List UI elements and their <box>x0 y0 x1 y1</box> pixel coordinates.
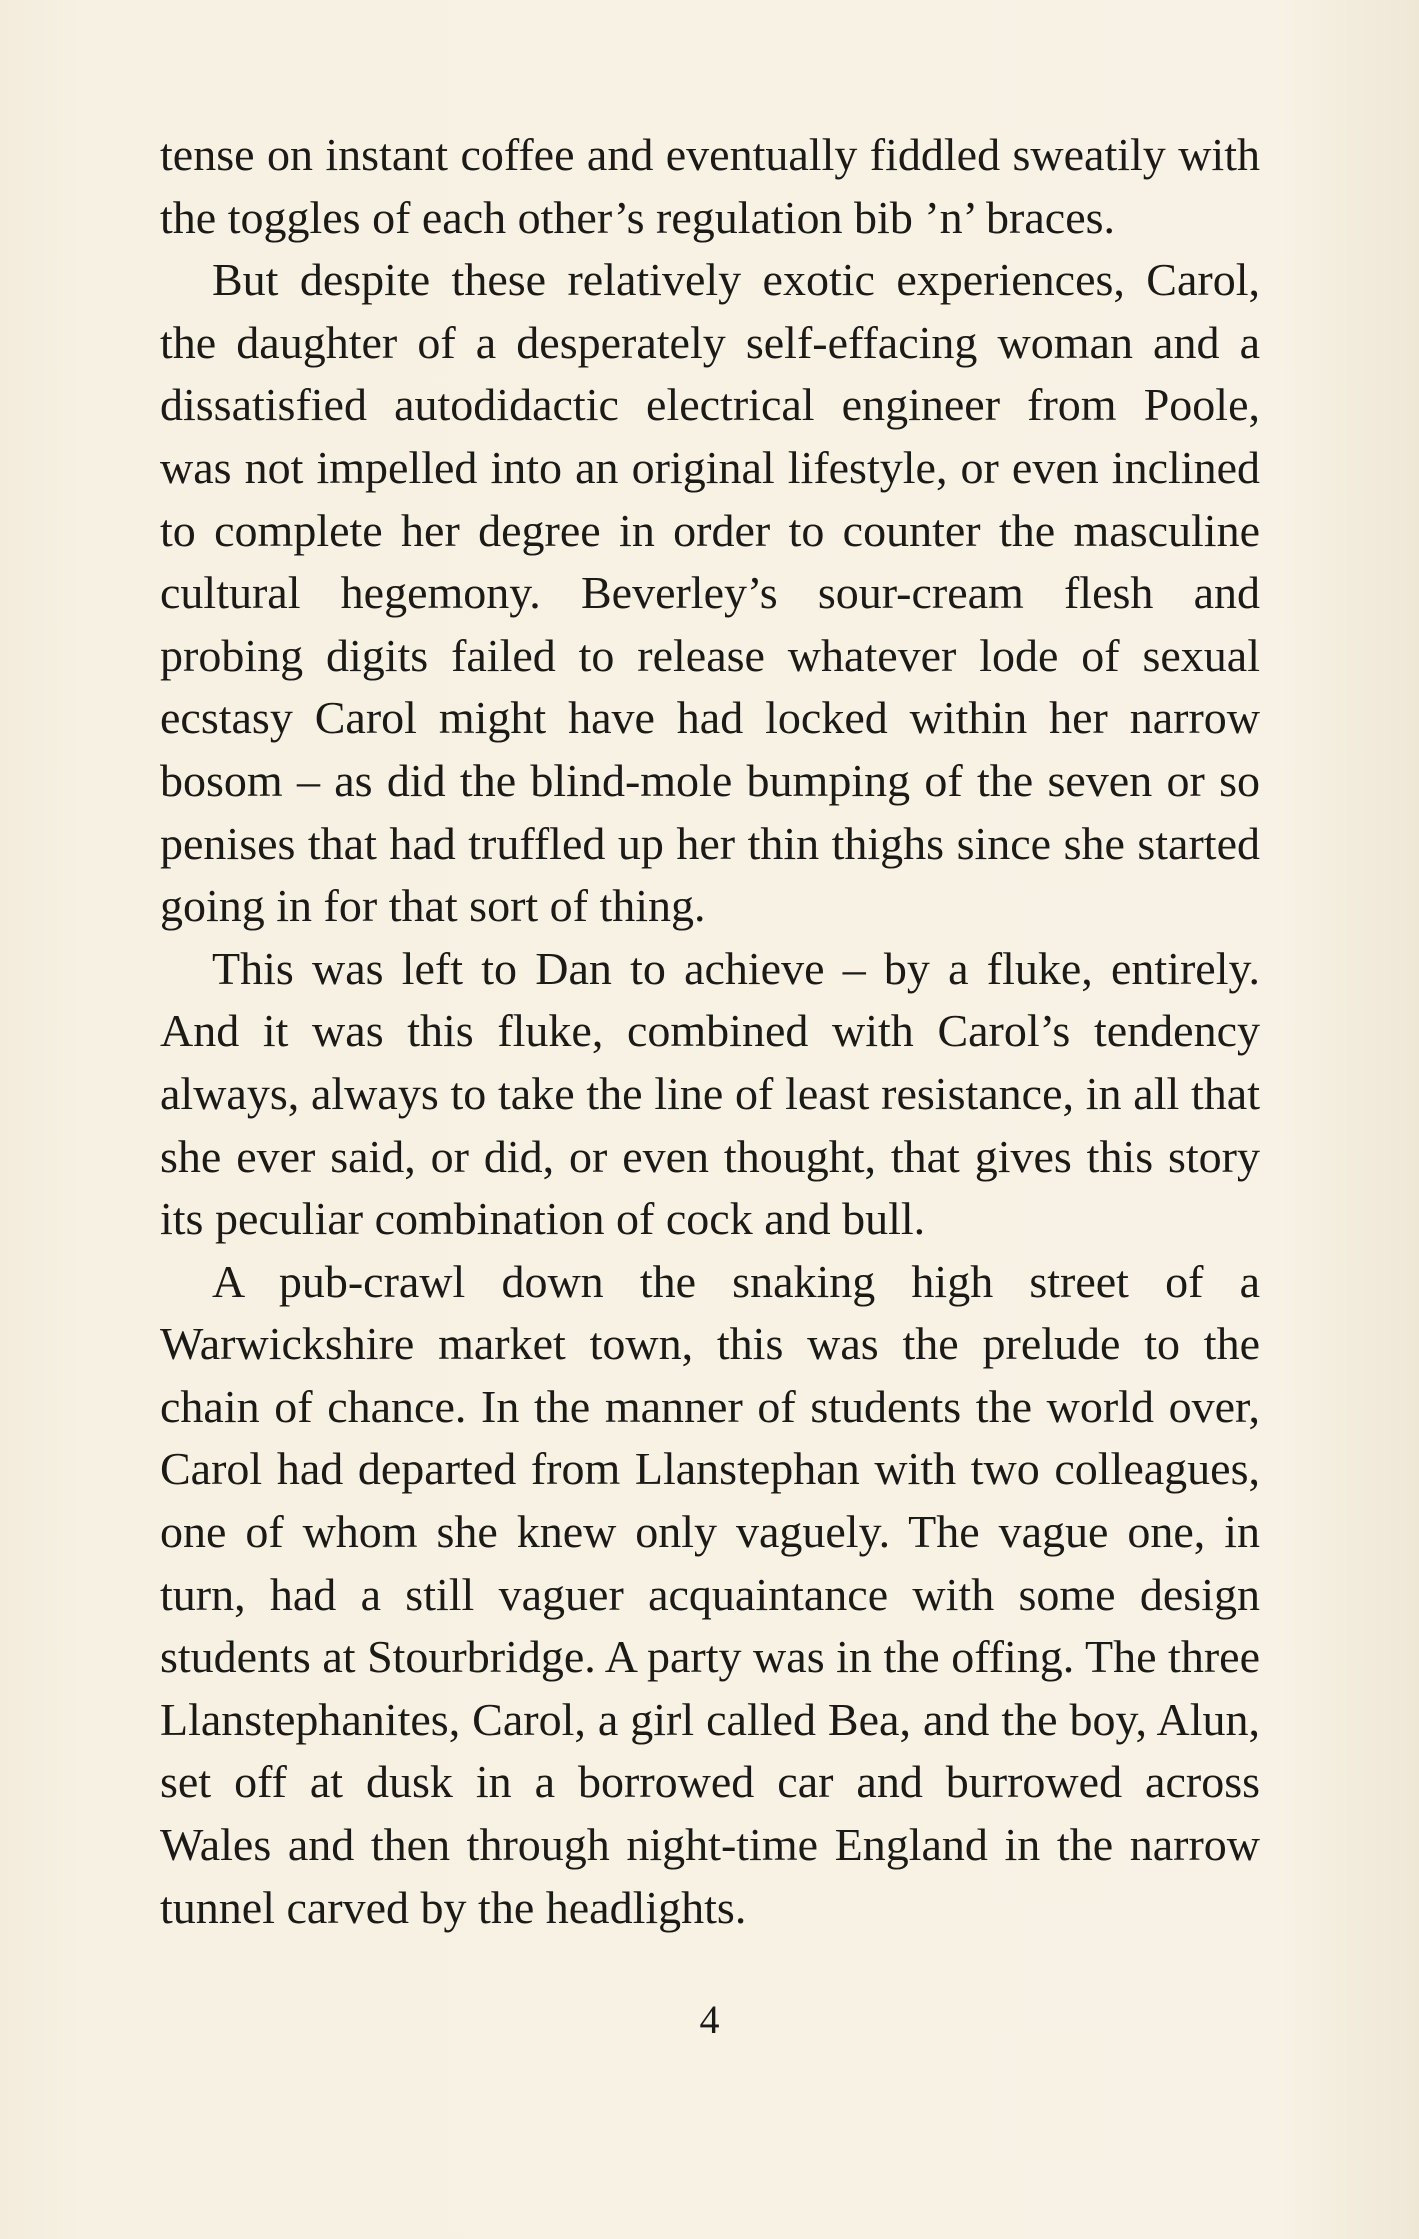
paragraph-dan-fluke: This was left to Dan to achieve – by a fluke, entirely. And it was this fluke, combined with Carol’s tendency always, always to take the line of least resistance, in all that she ever said, or did, or even thought, that gives this story its peculiar combination of cock and bull. <box>160 942 1260 1245</box>
page-number: 4 <box>699 1997 720 2042</box>
paragraph-continuation: tense on instant coffee and eventually fiddled sweatily with the toggles of each other’s regulation bib ’n’ braces. <box>160 129 1260 243</box>
paragraph-pub-crawl: A pub-crawl down the snaking high street of a Warwickshire market town, this was the prelude to the chain of chance. In the manner of students the world over, Carol had departed from Llanstephan with two colleagues, one of whom she knew only vaguely. The vague one, in turn, had a still vaguer acquaintance with some design students at Stourbridge. A party was in the offing. The three Llanstephanites, Carol, a girl called Bea, and the boy, Alun, set off at dusk in a borrowed car and burrowed across Wales and then through night-time England in the narrow tunnel carved by the headlights. <box>160 1255 1260 1933</box>
body-text <box>160 124 1260 1939</box>
paragraph-carol-background: But despite these relatively exotic experiences, Carol, the daughter of a desperately self-effacing woman and a dissatisfied autodidactic electrical engineer from Poole, was not impelled into an original lifestyle, or even inclined to complete her degree in order to counter the masculine cultural hegemony. Beverley’s sour-cream flesh and probing digits failed to release whatever lode of sexual ecstasy Carol might have had locked within her narrow bosom – as did the blind-mole bumping of the seven or so penises that had truffled up her thin thighs since she started going in for that sort of thing. <box>160 254 1260 932</box>
